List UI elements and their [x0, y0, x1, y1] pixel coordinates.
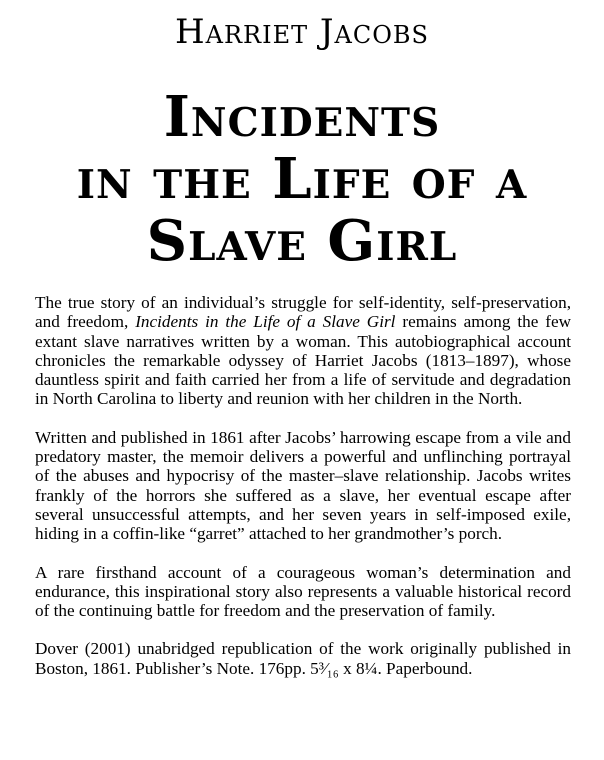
book-title-italic: Incidents in the Life of a Slave Girl [135, 312, 396, 332]
paragraph-publication-info: Dover (2001) unabridged republication of the work originally published in Boston, 1861. Publisher’s Note. 176pp. 5³⁄₁₆ x 8¼. Paperbound. [35, 639, 571, 678]
title-line-2: in the Life of a [76, 146, 528, 212]
author-name: Harriet Jacobs [174, 12, 430, 52]
book-title [0, 86, 604, 272]
paragraph-summary [35, 293, 571, 409]
title-line-3: Slave Girl [146, 208, 458, 274]
title-line-1: Incidents [163, 84, 441, 150]
paragraph-summary-end: remains among the few extant slave narratives written by a woman. This autobiographical account chronicles the remarkable odyssey of Harriet Jacobs (1813–1897), whose dauntless spirit and faith carried her from a life of servitude and degradation in North Carolina to liberty and reunion with her children in the North. [35, 312, 571, 409]
paragraph-memoir: Written and published in 1861 after Jacobs’ harrowing escape from a vile and predatory master, the memoir delivers a powerful and unflinching portrayal of the abuses and hypocrisy of the master–slave relationship. Jacobs writes frankly of the horrors she suffered as a slave, her eventual escape after several unsuccessful attempts, and her seven years in self-imposed exile, hiding in a coffin-like “garret” attached to her grandmother’s porch. [35, 427, 571, 544]
paragraph-summary-start: The true story of an individual’s struggle for self-identity, self-preservation, and freedom, [35, 293, 571, 332]
paragraph-significance: A rare firsthand account of a courageous woman’s determination and endurance, this inspirational story also represents a valuable historical record of the continuing battle for freedom and the preservation of family. [35, 562, 571, 621]
description-body [35, 293, 571, 678]
